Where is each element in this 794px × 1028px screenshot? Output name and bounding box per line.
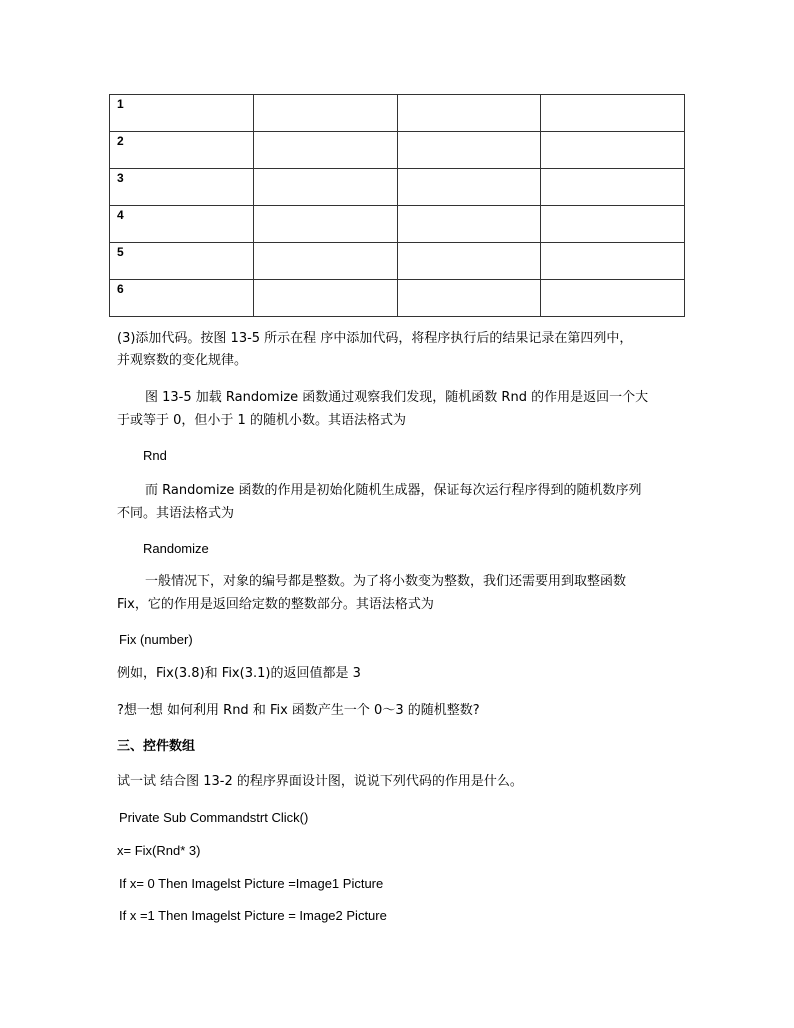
rnd-syntax: Rnd [143, 448, 167, 463]
table-cell [253, 280, 397, 317]
table-cell [253, 206, 397, 243]
table-cell: 2 [110, 132, 254, 169]
table-cell: 6 [110, 280, 254, 317]
table-cell [397, 280, 541, 317]
table-cell: 4 [110, 206, 254, 243]
code-line-3: If x= 0 Then Imagelst Picture =Image1 Picture [119, 876, 384, 891]
section-heading-control-array: 三、控件数组 [117, 739, 196, 754]
table-row [110, 95, 685, 132]
code-line-1: Private Sub Commandstrt Click() [119, 810, 309, 825]
table-cell [397, 132, 541, 169]
paragraph-rnd-line2: 于或等于 0，但小于 1 的随机小数。其语法格式为 [117, 413, 406, 428]
table-cell [397, 169, 541, 206]
table-cell [541, 95, 685, 132]
table-cell: 5 [110, 243, 254, 280]
table-row [110, 206, 685, 243]
table-cell [397, 95, 541, 132]
table-cell [541, 169, 685, 206]
paragraph-rnd-line1: 图 13-5 加载 Randomize 函数通过观察我们发现，随机函数 Rnd 的作用是返回一个大 [145, 390, 649, 405]
fix-syntax: Fix (number) [119, 632, 193, 647]
table-cell [397, 206, 541, 243]
fix-example: 例如，Fix(3.8)和 Fix(3.1)的返回值都是 3 [117, 666, 361, 681]
code-line-2: x= Fix(Rnd* 3) [117, 843, 201, 858]
paragraph-randomize-line1: 而 Randomize 函数的作用是初始化随机生成器，保证每次运行程序得到的随机数序列 [145, 483, 642, 498]
try-instruction: 试一试 结合图 13-2 的程序界面设计图，说说下列代码的作用是什么。 [117, 774, 523, 789]
table-row [110, 243, 685, 280]
table-cell [253, 95, 397, 132]
results-table [109, 94, 685, 317]
table-cell [397, 243, 541, 280]
code-line-4: If x =1 Then Imagelst Picture = Image2 Picture [119, 908, 387, 923]
table-cell [541, 206, 685, 243]
paragraph-fix-line1: 一般情况下，对象的编号都是整数。为了将小数变为整数，我们还需要用到取整函数 [145, 574, 627, 589]
table-cell: 3 [110, 169, 254, 206]
think-question: ?想一想 如何利用 Rnd 和 Fix 函数产生一个 0～3 的随机整数? [117, 703, 480, 718]
table-row [110, 169, 685, 206]
table-cell [541, 280, 685, 317]
paragraph-add-code-line1: (3)添加代码。按图 13-5 所示在程 序中添加代码，将程序执行后的结果记录在第四列中， [117, 331, 633, 346]
paragraph-add-code-line2: 并观察数的变化规律。 [117, 353, 248, 368]
paragraph-fix-line2: Fix，它的作用是返回给定数的整数部分。其语法格式为 [117, 597, 434, 612]
table-cell [541, 243, 685, 280]
table-cell [541, 132, 685, 169]
table-cell [253, 132, 397, 169]
randomize-syntax: Randomize [143, 541, 209, 556]
table-row [110, 280, 685, 317]
table-row [110, 132, 685, 169]
table-cell: 1 [110, 95, 254, 132]
table-cell [253, 243, 397, 280]
table-cell [253, 169, 397, 206]
paragraph-randomize-line2: 不同。其语法格式为 [117, 506, 235, 521]
